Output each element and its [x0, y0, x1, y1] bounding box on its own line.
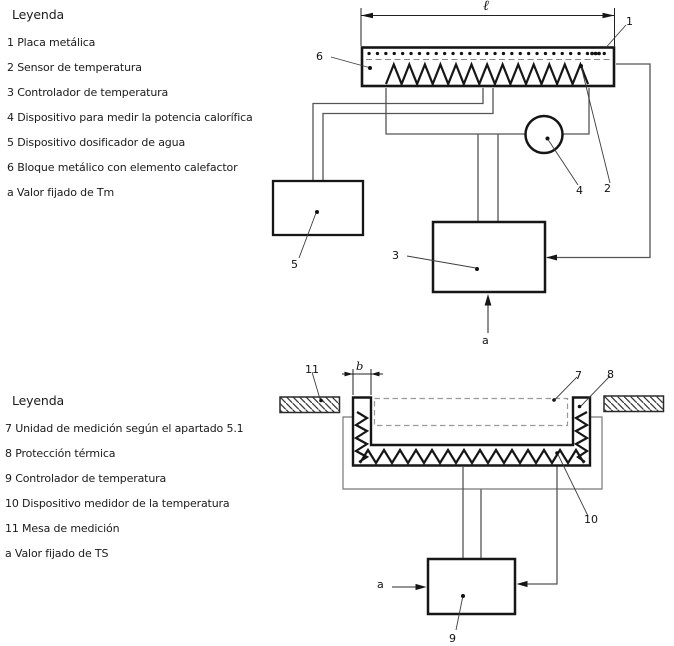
label-3: 3 — [392, 249, 399, 262]
setpoint-arrow-bottom — [392, 584, 427, 590]
label-2: 2 — [604, 182, 611, 195]
label-1: 1 — [626, 15, 633, 28]
sensor-arrowhead — [517, 581, 528, 587]
measuring-table-blocks — [280, 396, 664, 413]
legend-item: 1 Placa metálica — [7, 36, 96, 49]
sensor-wire — [546, 64, 650, 261]
legend-item: 7 Unidad de medición según el apartado 5.1 — [5, 422, 244, 435]
bottom-diagram — [280, 369, 664, 630]
label-6: 6 — [316, 50, 323, 63]
label-11: 11 — [305, 363, 319, 376]
legend-bottom — [5, 389, 244, 566]
legend-item: 2 Sensor de temperatura — [7, 61, 142, 74]
legend-item: 11 Mesa de medición — [5, 522, 120, 535]
label-8: 8 — [607, 368, 614, 381]
measuring-unit-dashed — [375, 399, 568, 426]
legend-item: 10 Dispositivo medidor de la temperatura — [5, 497, 230, 510]
legend-item: 4 Dispositivo para medir la potencia calorífica — [7, 111, 253, 124]
power-meter-circle — [526, 116, 563, 153]
legend-item: 9 Controlador de temperatura — [5, 472, 167, 485]
label-7: 7 — [575, 369, 582, 382]
label-10: 10 — [584, 513, 598, 526]
label-a-top: a — [482, 334, 489, 347]
setpoint-arrow-top — [485, 294, 492, 333]
metal-plate — [362, 48, 614, 87]
legend-bottom-title: Leyenda — [12, 393, 64, 408]
top-diagram — [273, 8, 650, 333]
label-5: 5 — [291, 258, 298, 271]
label-9: 9 — [449, 632, 456, 645]
label-4: 4 — [576, 184, 583, 197]
length-dimension-label: ℓ — [483, 0, 489, 14]
water-doser-box — [273, 181, 363, 235]
legend-item: a Valor fijado de TS — [5, 547, 109, 560]
legend-top — [7, 3, 253, 205]
legend-item: a Valor fijado de Tm — [7, 186, 115, 199]
legend-item: 5 Dispositivo dosificador de agua — [7, 136, 186, 149]
temperature-sensor-dot — [579, 64, 583, 68]
legend-item: 6 Bloque metálico con elemento calefactor — [7, 161, 238, 174]
controller-box — [433, 222, 545, 292]
legend-item: 3 Controlador de temperatura — [7, 86, 169, 99]
b-dimension-label: b — [356, 359, 364, 373]
legend-top-title: Leyenda — [12, 7, 64, 22]
controller-box-bottom — [428, 559, 515, 614]
legend-item: 8 Protección térmica — [5, 447, 116, 460]
label-a-bottom: a — [377, 578, 384, 591]
